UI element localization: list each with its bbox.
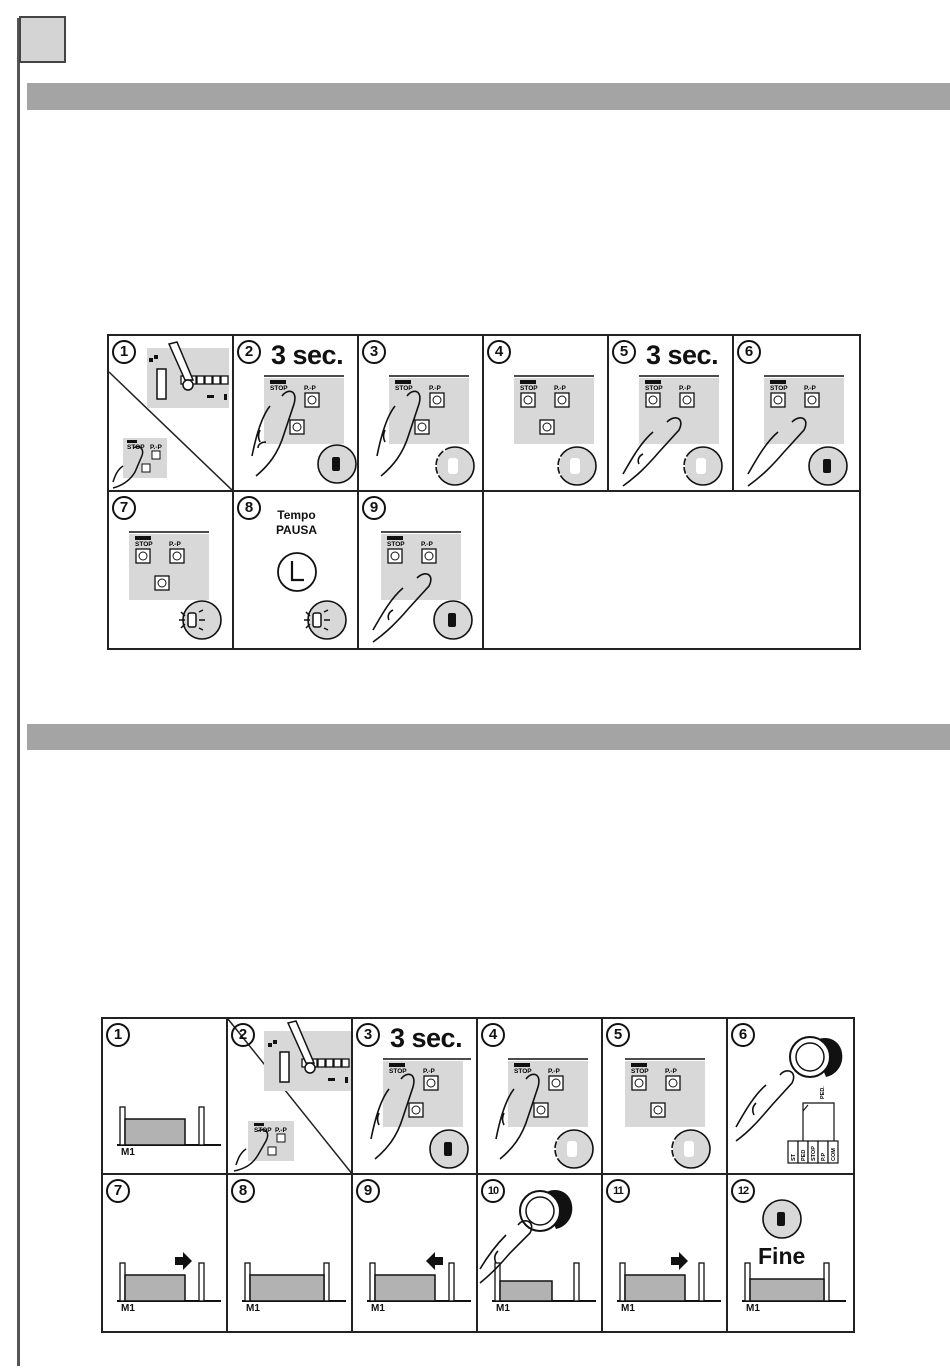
svg-text:COM: COM bbox=[831, 1148, 837, 1161]
step-number: 4 bbox=[487, 340, 511, 364]
svg-text:P.-P: P.-P bbox=[554, 385, 566, 392]
motor-label: M1 bbox=[246, 1303, 260, 1314]
led-blinking-icon bbox=[697, 459, 705, 473]
p2-step-10 bbox=[478, 1175, 603, 1331]
svg-text:P.-P: P.-P bbox=[304, 385, 316, 392]
svg-text:STOP: STOP bbox=[631, 1068, 649, 1075]
caption-line: Tempo bbox=[277, 508, 316, 522]
p1-step-2 bbox=[234, 336, 359, 492]
led-on-icon bbox=[448, 613, 456, 627]
step-number: 11 bbox=[606, 1179, 630, 1203]
step-number: 1 bbox=[106, 1023, 130, 1047]
p1-step-7 bbox=[109, 492, 234, 648]
hold-duration-label: 3 sec. bbox=[271, 340, 344, 370]
svg-text:STOP: STOP bbox=[395, 385, 413, 392]
svg-text:STOP: STOP bbox=[645, 385, 663, 392]
led-blinking-icon bbox=[685, 1142, 693, 1156]
p2-step-3 bbox=[353, 1019, 478, 1175]
svg-text:P.-P: P.-P bbox=[665, 1068, 677, 1075]
p2-step-11 bbox=[603, 1175, 728, 1331]
svg-text:P.-P: P.-P bbox=[275, 1127, 287, 1134]
step-number: 7 bbox=[106, 1179, 130, 1203]
svg-text:STOP: STOP bbox=[520, 385, 538, 392]
step-number: 1 bbox=[112, 340, 136, 364]
svg-text:P.-P: P.-P bbox=[421, 541, 433, 548]
svg-text:P.P: P.P bbox=[821, 1152, 827, 1161]
svg-text:P.-P: P.-P bbox=[150, 444, 162, 451]
clock-icon bbox=[278, 553, 316, 591]
svg-text:STOP: STOP bbox=[514, 1068, 532, 1075]
step-number: 3 bbox=[362, 340, 386, 364]
p2-step-5 bbox=[603, 1019, 728, 1175]
remote-control-icon bbox=[520, 1190, 572, 1231]
led-blinking-icon bbox=[313, 613, 321, 627]
p2-step-7 bbox=[103, 1175, 228, 1331]
motor-label: M1 bbox=[121, 1147, 135, 1158]
pointing-hand-icon bbox=[736, 1071, 794, 1141]
hold-duration-label: 3 sec. bbox=[646, 340, 719, 370]
motor-label: M1 bbox=[621, 1303, 635, 1314]
p2-step-8 bbox=[228, 1175, 353, 1331]
step-number: 6 bbox=[731, 1023, 755, 1047]
step-number: 6 bbox=[737, 340, 761, 364]
p1-step-1 bbox=[109, 336, 234, 492]
step-number: 2 bbox=[237, 340, 261, 364]
procedure-1-diagram bbox=[107, 334, 861, 650]
p1-step-3 bbox=[359, 336, 484, 492]
step-number: 9 bbox=[356, 1179, 380, 1203]
motor-label: M1 bbox=[371, 1303, 385, 1314]
step-number: 5 bbox=[606, 1023, 630, 1047]
svg-text:STOP: STOP bbox=[389, 1068, 407, 1075]
caption-line: PAUSA bbox=[275, 523, 318, 537]
svg-text:P.-P: P.-P bbox=[429, 385, 441, 392]
arrow-right-icon bbox=[175, 1252, 192, 1270]
svg-text:PED.: PED. bbox=[820, 1086, 826, 1099]
pointing-hand-icon bbox=[480, 1221, 532, 1283]
arrow-right-icon bbox=[671, 1252, 688, 1270]
p1-step-6 bbox=[734, 336, 859, 492]
p2-step-2 bbox=[228, 1019, 353, 1175]
led-blinking-icon bbox=[568, 1142, 576, 1156]
step-number: 8 bbox=[231, 1179, 255, 1203]
led-blinking-icon bbox=[571, 459, 579, 473]
svg-text:PED: PED bbox=[801, 1149, 807, 1161]
svg-text:STOP: STOP bbox=[387, 541, 405, 548]
svg-text:STOP: STOP bbox=[811, 1146, 817, 1161]
p2-step-6 bbox=[728, 1019, 853, 1175]
led-on-icon bbox=[823, 459, 831, 473]
svg-text:STOP: STOP bbox=[135, 541, 153, 548]
step-number: 3 bbox=[356, 1023, 380, 1047]
step-number: 8 bbox=[237, 496, 261, 520]
step-number: 7 bbox=[112, 496, 136, 520]
p2-step-4 bbox=[478, 1019, 603, 1175]
remote-control-icon bbox=[790, 1037, 842, 1077]
led-blinking-icon bbox=[449, 459, 457, 473]
svg-text:P.-P: P.-P bbox=[423, 1068, 435, 1075]
led-on-icon bbox=[777, 1212, 785, 1226]
procedure-2-diagram bbox=[101, 1017, 855, 1333]
step-number: 12 bbox=[731, 1179, 755, 1203]
svg-text:STOP: STOP bbox=[127, 444, 145, 451]
svg-text:ST: ST bbox=[791, 1153, 797, 1161]
svg-text:STOP: STOP bbox=[270, 385, 288, 392]
svg-text:P.-P: P.-P bbox=[804, 385, 816, 392]
motor-label: M1 bbox=[496, 1303, 510, 1314]
step-number: 10 bbox=[481, 1179, 505, 1203]
p2-step-12 bbox=[728, 1175, 853, 1331]
p1-step-9 bbox=[359, 492, 484, 648]
end-label: Fine bbox=[758, 1243, 806, 1269]
pause-time-caption bbox=[234, 508, 359, 538]
page-margin-rule bbox=[17, 18, 20, 1366]
section-band-2 bbox=[27, 724, 950, 750]
svg-text:P.-P: P.-P bbox=[679, 385, 691, 392]
section-band-1 bbox=[27, 83, 950, 110]
hold-duration-label: 3 sec. bbox=[390, 1023, 463, 1053]
chapter-tab bbox=[19, 16, 66, 63]
p1-step-8 bbox=[234, 492, 359, 648]
p1-step-4 bbox=[484, 336, 609, 492]
svg-text:P.-P: P.-P bbox=[548, 1068, 560, 1075]
step-number: 4 bbox=[481, 1023, 505, 1047]
led-blinking-icon bbox=[188, 613, 196, 627]
p2-step-9 bbox=[353, 1175, 478, 1331]
p1-step-5 bbox=[609, 336, 734, 492]
p2-step-1 bbox=[103, 1019, 228, 1175]
arrow-left-icon bbox=[426, 1252, 443, 1270]
svg-text:STOP: STOP bbox=[770, 385, 788, 392]
svg-text:STOP: STOP bbox=[254, 1127, 272, 1134]
motor-label: M1 bbox=[746, 1303, 760, 1314]
led-on-icon bbox=[444, 1142, 452, 1156]
step-number: 2 bbox=[231, 1023, 255, 1047]
led-on-icon bbox=[332, 457, 340, 471]
motor-label: M1 bbox=[121, 1303, 135, 1314]
svg-text:P.-P: P.-P bbox=[169, 541, 181, 548]
step-number: 5 bbox=[612, 340, 636, 364]
step-number: 9 bbox=[362, 496, 386, 520]
